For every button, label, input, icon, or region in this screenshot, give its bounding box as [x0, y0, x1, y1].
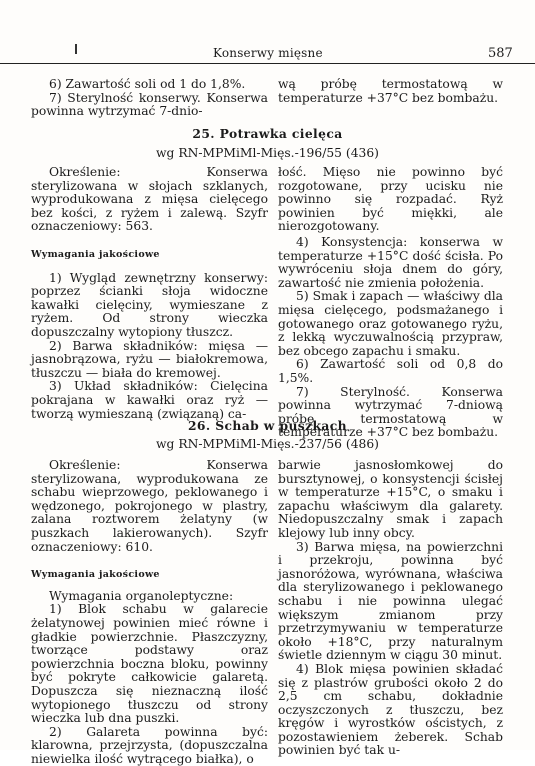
- requirement-item: 5) Smak i zapach — właściwy dla mięsa cielęcego, podsmażanego i gotowanego oraz gotowanego ryżu, z lekką wyczuwalnością przypraw, bez obcego zapachu i smaku.: [278, 289, 503, 358]
- requirement-item: 1) Wygląd zewnętrzny konserwy: poprzez ścianki słoja widoczne kawałki cielęciny, wymieszane z ryżem. Od strony wieczka dopuszczalny wytopiony tłuszcz.: [31, 270, 268, 339]
- requirement-item: 3) Układ składników: Cielęcina pokrajana w kawałki oraz ryż — tworzą wymieszaną (związaną) ca-: [31, 379, 268, 421]
- requirement-item: 3) Barwa mięsa, na powierzchni i przekroju, powinna być jasnoróżowa, wyrównana, właściwa dla sterylizowanego i peklowanego schabu i nie powinna ulegać większym zmianom przy przetrzymywaniu w temperaturze około +18°C, przy naturalnym świetle dziennym w ciągu 30 minut.: [278, 539, 503, 663]
- section-25-right-column: [278, 166, 503, 440]
- definition: Określenie: Konserwa sterylizowana, wyprodukowana ze schabu wieprzowego, peklowanego i wędzonego, pokrojonego w plastry, zalana roztworem żelatyny (w puszkach lakierowanych). Szyfr oznaczeniowy: 610.: [31, 458, 268, 554]
- requirement-item: 4) Blok mięsa powinien składać się z plastrów grubości około 2 do 2,5 cm schabu, dokładnie oczyszczonych z tłuszczu, bez kręgów i wyrostków ościstych, z pozostawieniem żeberek. Schab powinien być tak u-: [278, 661, 503, 758]
- sterility-item: 7) Sterylność konserwy. Konserwa powinna wytrzymać 7-dnio-: [31, 90, 268, 119]
- requirement-continuation: łość. Mięso nie powinno być rozgotowane, przy ucisku nie powinno się rozpadać. Ryż powinien być miękki, ale nierozgotowany.: [278, 165, 503, 234]
- page-number: 587: [488, 46, 513, 61]
- section-26-right-column: [278, 459, 503, 758]
- top-left-column: [31, 78, 268, 119]
- margin-mark: [75, 44, 77, 54]
- requirement-intro: Wymagania organoleptyczne:: [49, 588, 234, 603]
- header-rule: [0, 63, 535, 64]
- section-26-left-column: [31, 459, 268, 766]
- requirement-item: 7) Sterylność. Konserwa powinna wytrzymać 7-dniową próbę termostatową w temperaturze +37°C bez bombażu.: [278, 384, 503, 440]
- section-25-left-column: [31, 166, 268, 421]
- section-25-title: 25. Potrawka cielęca: [192, 126, 343, 141]
- requirement-item: 2) Barwa składników: mięsa — jasnobrązowa, ryżu — białokremowa, tłuszczu — biała do kremowej.: [31, 338, 268, 380]
- sterility-continuation: wą próbę termostatową w temperaturze +37°C bez bombażu.: [278, 77, 503, 105]
- requirement-item: 2) Galareta powinna być: klarowna, przejrzysta, (dopuszczalna niewielka ilość wytrącego białka), o: [31, 724, 268, 766]
- definition: Określenie: Konserwa sterylizowana w słojach szklanych, wyprodukowana z mięsa cielęcego bez kości, z ryżem i zalewą. Szyfr oznaczeniowy: 563.: [31, 165, 268, 234]
- section-25-standard: wg RN-MPMiMl-Mięs.-196/55 (436): [156, 146, 379, 160]
- requirement-item: 1) Blok schabu w galarecie żelatynowej powinien mieć równe i gładkie powierzchnie. Płaszczyzny, tworzące podstawy oraz powierzchnia boczna bloku, powinny być pokryte całkowicie galaretą. Dopuszcza się nieznaczną ilość wytopionego tłuszczu od strony wieczka lub dna puszki.: [31, 602, 268, 726]
- requirements-heading: Wymagania jakościowe: [31, 248, 160, 260]
- section-26-standard: wg RN-MPMiMl-Mięs.-237/56 (486): [156, 437, 379, 451]
- requirement-item: 6) Zawartość soli od 0,8 do 1,5%.: [278, 357, 503, 385]
- salt-item: 6) Zawartość soli od 1 do 1,8%.: [49, 77, 246, 91]
- page-header: [0, 0, 535, 66]
- requirement-continuation: barwie jasnosłomkowej do bursztynowej, o konsystencji ścisłej w temperaturze +15°C, o smaku i zapachu właściwym dla galarety. Niedopuszczalny smak i zapach klejowy lub inny obcy.: [278, 458, 503, 540]
- top-right-column: [278, 78, 503, 105]
- requirement-item: 4) Konsystencja: konserwa w temperaturze +15°C dość ścisła. Po wywróceniu słoja dnem do góry, zawartość nie zmienia położenia.: [278, 234, 503, 290]
- requirements-heading: Wymagania jakościowe: [31, 569, 160, 581]
- running-title: Konserwy mięsne: [213, 46, 323, 60]
- section-26-title: 26. Schab w puszkach: [187, 418, 348, 433]
